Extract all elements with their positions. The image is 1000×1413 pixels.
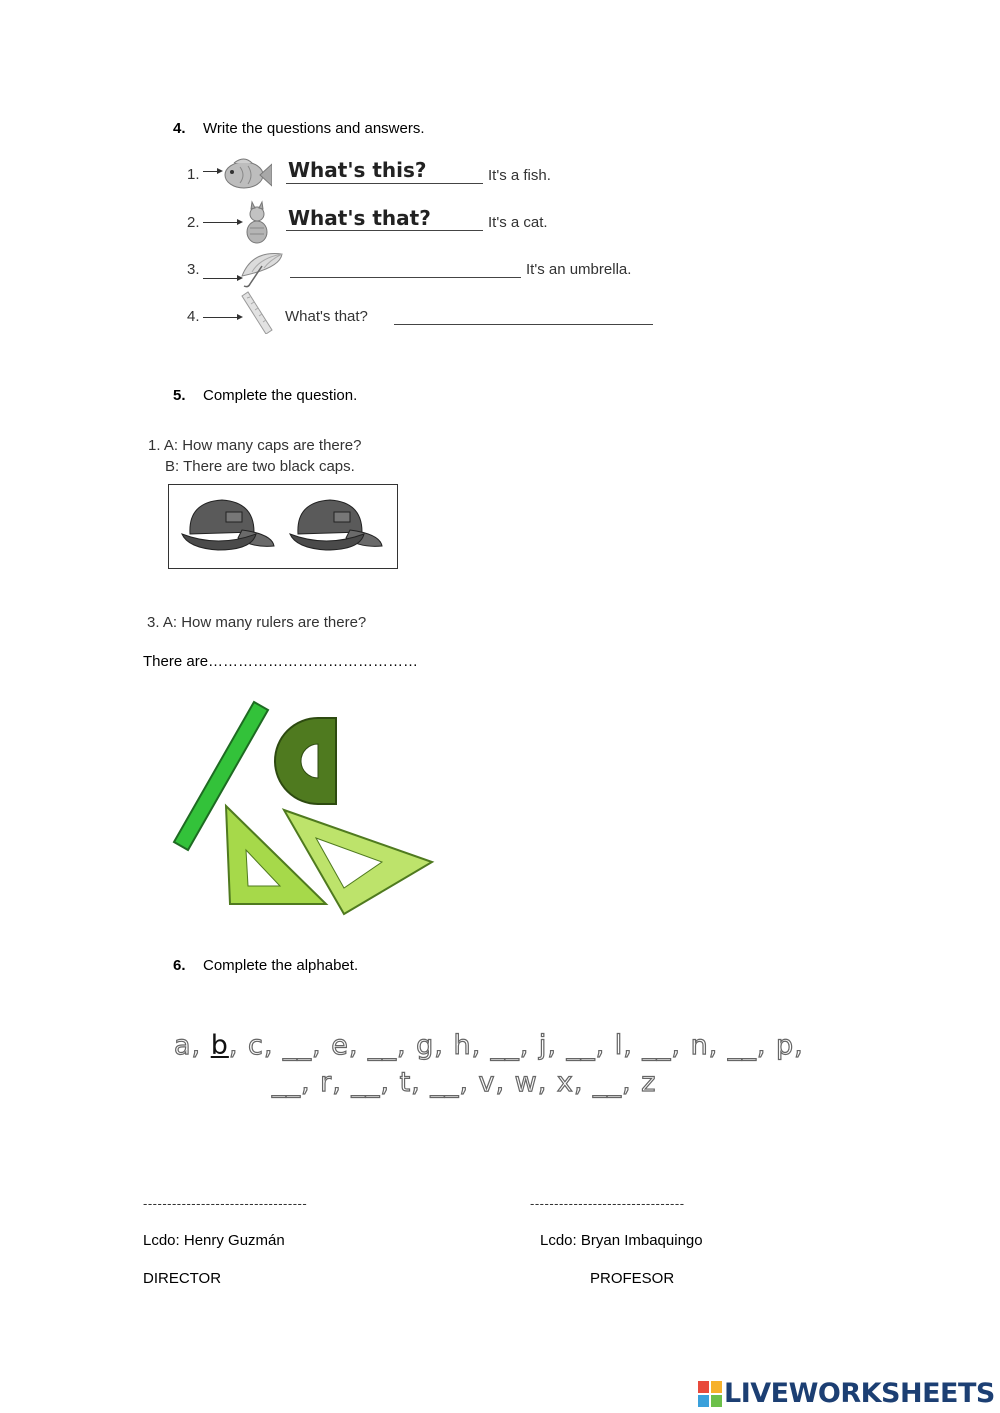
umbrella-icon — [236, 246, 288, 290]
alphabet-row-2: __, r, __, t, __, v, w, x, __, z — [272, 1067, 657, 1098]
director-title: DIRECTOR — [143, 1270, 222, 1287]
section-instruction: Write the questions and answers. — [203, 120, 425, 137]
fish-icon — [220, 155, 272, 193]
liveworksheets-logo-icon — [698, 1381, 722, 1407]
caps-picture — [168, 484, 400, 570]
question-text: What's that? — [285, 308, 368, 325]
signature-line-right: -------------------------------- — [530, 1196, 685, 1211]
protractor-icon — [275, 718, 336, 804]
item-number: 1. — [187, 166, 200, 183]
answer-text: It's an umbrella. — [526, 261, 632, 278]
section-6-heading — [173, 957, 358, 974]
rulers-answer-prompt: There are…………………………………… — [143, 653, 419, 670]
alphabet-letters: , c, __, e, __, g, h, __, j, __, l, __, n, __, p, — [228, 1030, 804, 1061]
section-instruction: Complete the alphabet. — [203, 957, 359, 974]
question-text: What's this? — [288, 158, 427, 182]
logo-text: LIVEWORKSHEETS — [724, 1378, 995, 1409]
answer-text: It's a cat. — [488, 214, 548, 231]
item-number: 3. — [187, 261, 200, 278]
cat-icon — [244, 200, 270, 244]
director-name: Lcdo: Henry Guzmán — [143, 1232, 285, 1249]
teacher-title: PROFESOR — [590, 1270, 675, 1287]
alphabet-letters: a, — [174, 1030, 202, 1061]
section-number: 5. — [173, 387, 186, 404]
section-4-heading — [173, 120, 425, 137]
alphabet-row-1 — [174, 1030, 804, 1061]
ruler-icon — [238, 290, 274, 334]
alphabet-example: b — [210, 1030, 229, 1061]
answer-text: It's a fish. — [488, 167, 551, 184]
signature-line-left: ---------------------------------- — [143, 1196, 308, 1211]
item-number: 4. — [187, 308, 200, 325]
teacher-name: Lcdo: Bryan Imbaquingo — [540, 1232, 703, 1249]
question-text: What's that? — [288, 206, 431, 230]
section-number: 6. — [173, 957, 186, 974]
answer-line — [286, 183, 483, 184]
arrow-icon — [203, 317, 241, 318]
straight-ruler-icon — [174, 702, 268, 850]
item-number: 2. — [187, 214, 200, 231]
question-line — [290, 277, 521, 278]
liveworksheets-logo — [698, 1378, 995, 1409]
arrow-icon — [203, 171, 221, 172]
rulers-picture — [168, 698, 438, 918]
example-question: 1. A: How many caps are there? — [148, 437, 362, 454]
answer-line — [286, 230, 483, 231]
section-5-heading — [173, 387, 357, 404]
rulers-question: 3. A: How many rulers are there? — [147, 614, 367, 631]
arrow-icon — [203, 222, 241, 223]
answer-line — [394, 324, 653, 325]
example-answer: B: There are two black caps. — [165, 458, 355, 475]
section-number: 4. — [173, 120, 186, 137]
section-instruction: Complete the question. — [203, 387, 358, 404]
